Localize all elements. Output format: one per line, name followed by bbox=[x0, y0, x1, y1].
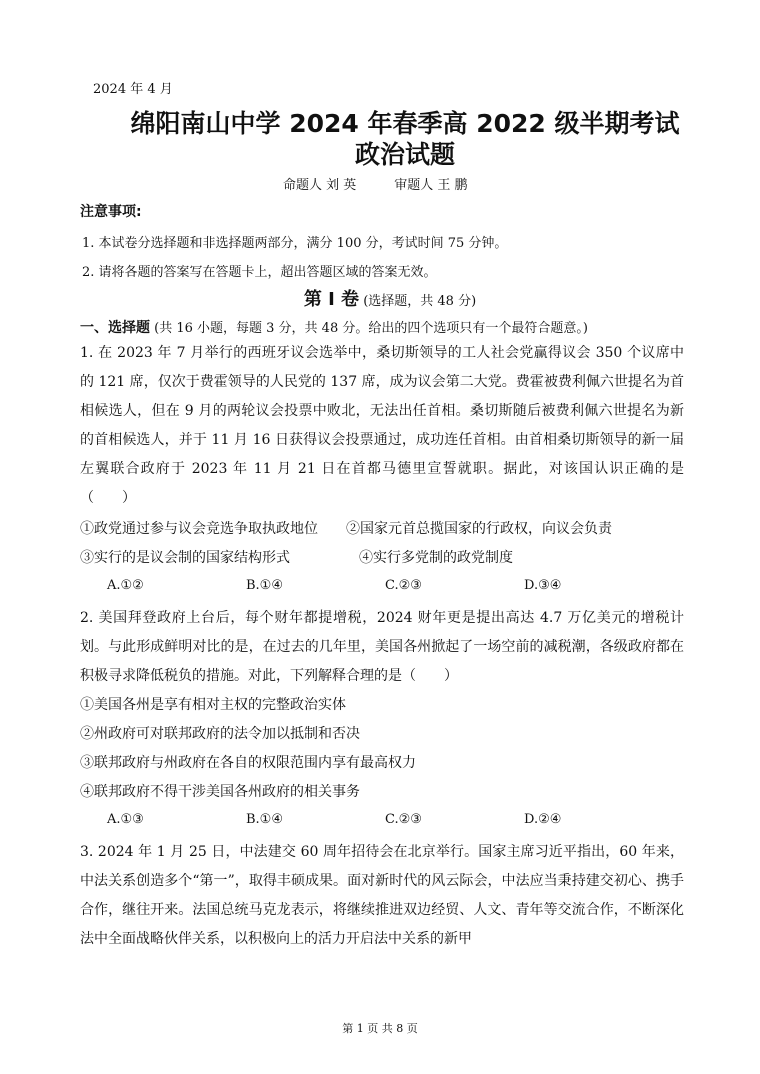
section-heading bbox=[0, 285, 760, 311]
question-2-options bbox=[107, 812, 663, 827]
option-b[interactable]: B.①④ bbox=[246, 812, 283, 827]
question-1-statements-row-1 bbox=[80, 518, 612, 538]
question-1-statements-row-2 bbox=[80, 547, 513, 567]
notice-item: 2. 请将各题的答案写在答题卡上，超出答题区域的答案无效。 bbox=[82, 265, 437, 280]
statement: ③联邦政府与州政府在各自的权限范围内享有最高权力 bbox=[80, 755, 416, 771]
notice-item: 1. 本试卷分选择题和非选择题两部分，满分 100 分，考试时间 75 分钟。 bbox=[82, 236, 508, 251]
option-a[interactable]: A.①③ bbox=[107, 812, 144, 827]
question-3-stem: 3. 2024 年 1 月 25 日，中法建交 60 周年招待会在北京举行。国家主席习近平指出，60 年来，中法关系创造多个“第一”，取得丰硕成果。面对新时代的风云际会，中法应当秉持建交初心、携手合作，继往开来。法国总统马克龙表示，将继续推进双边经贸、人文、青年等交流合作，不断深化法中全面战略伙伴关系，以积极向上的活力开启法中关系的新甲 bbox=[80, 844, 684, 947]
option-a[interactable]: A.①② bbox=[107, 578, 144, 593]
question-author: 命题人 刘 英 bbox=[283, 178, 357, 193]
option-d[interactable]: D.②④ bbox=[524, 812, 562, 827]
statement: ②州政府可对联邦政府的法令加以抵制和否决 bbox=[80, 726, 360, 742]
exam-title: 绵阳南山中学 2024 年春季高 2022 级半期考试 bbox=[130, 109, 680, 138]
section-title: 第 I 卷 bbox=[303, 289, 360, 310]
statement: ④联邦政府不得干涉美国各州政府的相关事务 bbox=[80, 784, 360, 800]
statement: ④实行多党制的政党制度 bbox=[359, 550, 513, 566]
question-2-stem: 2. 美国拜登政府上台后，每个财年都提增税，2024 财年更是提出高达 4.7 万亿美元的增税计划。与此形成鲜明对比的是，在过去的几年里，美国各州掀起了一场空前的减税潮，各级政府都在积极寻求降低税负的措施。对此，下列解释合理的是（ ） bbox=[80, 610, 684, 684]
page-footer: 第 1 页 共 8 页 bbox=[342, 1022, 418, 1035]
statement: ③实行的是议会制的国家结构形式 bbox=[80, 550, 290, 566]
option-c[interactable]: C.②③ bbox=[385, 578, 422, 593]
statement: ②国家元首总揽国家的行政权，向议会负责 bbox=[346, 521, 612, 537]
statement: ①美国各州是享有相对主权的完整政治实体 bbox=[80, 697, 346, 713]
option-d[interactable]: D.③④ bbox=[524, 578, 562, 593]
exam-date: 2024 年 4 月 bbox=[93, 82, 173, 97]
question-reviewer: 审题人 王 鹏 bbox=[394, 178, 468, 193]
question-1-options bbox=[107, 578, 663, 593]
author-line bbox=[283, 174, 468, 193]
question-1-stem: 1. 在 2023 年 7 月举行的西班牙议会选举中，桑切斯领导的工人社会党赢得议会 350 个议席中的 121 席，仅次于费霍领导的人民党的 137 席，成为议会第二大党。费霍被费利佩六世提名为首相候选人，但在 9 月的两轮议会投票中败北，无法出任首相。桑切斯随后被费利佩六世提名为新的首相候选人，并于 11 月 16 日获得议会投票通过，成功连任首相。由首相桑切斯领导的新一届左翼联合政府于 2023 年 11 月 21 日在首都马德里宣誓就职。据此，对该国认识正确的是（ ） bbox=[80, 345, 684, 506]
exam-subject: 政治试题 bbox=[354, 140, 455, 169]
statement: ①政党通过参与议会竞选争取执政地位 bbox=[80, 521, 318, 537]
part-heading bbox=[80, 317, 588, 337]
notice-heading: 注意事项: bbox=[80, 204, 142, 220]
part-title: 一、选择题 bbox=[80, 320, 150, 336]
part-description: (共 16 小题，每题 3 分，共 48 分。给出的四个选项只有一个最符合题意。) bbox=[154, 321, 588, 336]
option-b[interactable]: B.①④ bbox=[246, 578, 283, 593]
section-subtitle: (选择题，共 48 分) bbox=[363, 294, 477, 309]
option-c[interactable]: C.②③ bbox=[385, 812, 422, 827]
